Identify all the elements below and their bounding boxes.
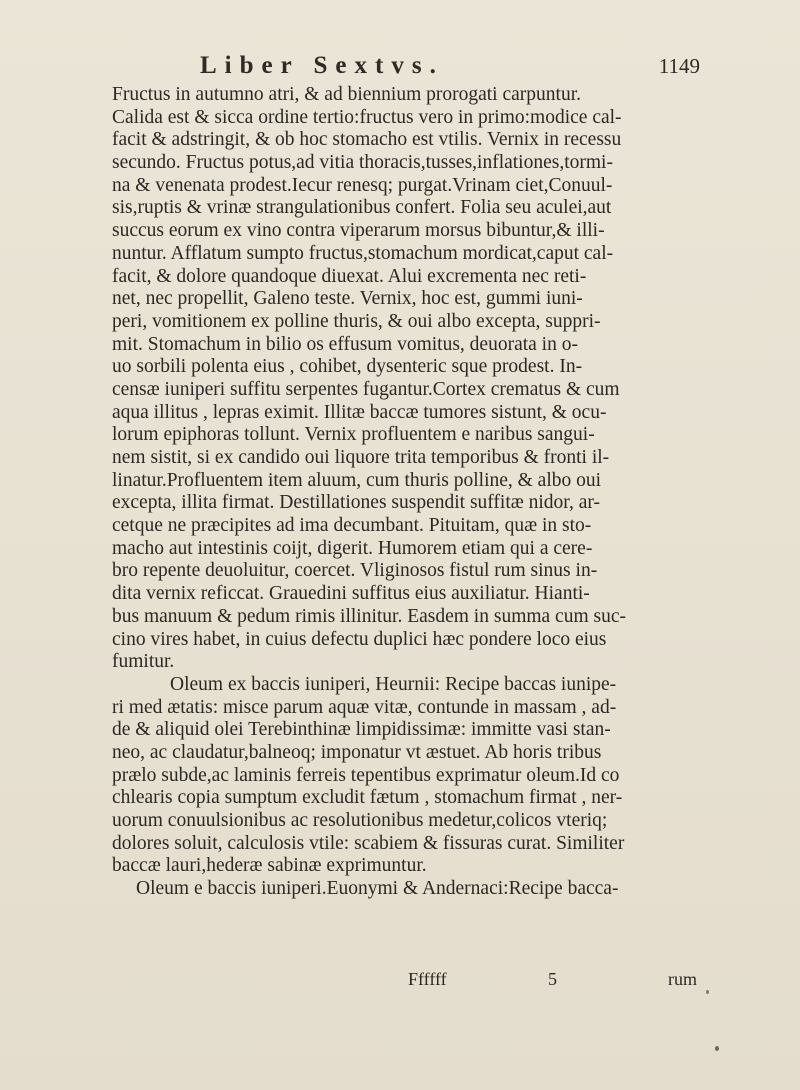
text-line: facit & adstringit, & ob hoc stomacho est vtilis. Vernix in recessu: [112, 129, 622, 151]
body-text: [112, 84, 717, 901]
text-line: censæ iuniperi suffitu serpentes fugantur.Cortex crematus & cum: [112, 378, 620, 400]
text-line: na & venenata prodest.Iecur renesq; purgat.Vrinam ciet,Conuul-: [112, 174, 613, 196]
signature-mark: Ffffff: [408, 969, 447, 989]
catchword: rum: [668, 969, 697, 989]
text-line: lorum epiphoras tollunt. Vernix profluentem e naribus sangui-: [112, 424, 595, 446]
text-line: bro repente deuoluitur, coercet. Vliginosos fistul rum sinus in-: [112, 560, 598, 582]
text-line: neo, ac claudatur,balneoq; imponatur vt æstuet. Ab horis tribus: [112, 741, 602, 763]
text-line: dolores soluit, calculosis vtile: scabiem & fissuras curat. Similiter: [112, 832, 625, 854]
text-line: uo sorbili polenta eius , cohibet, dysenteric sque prodest. In-: [112, 356, 583, 378]
text-line: cetque ne præcipites ad ima decumbant. Pituitam, quæ in sto-: [112, 515, 592, 537]
page-number: 1149: [658, 54, 700, 78]
text-line: facit, & dolore quandoque diuexat. Alui excrementa nec reti-: [112, 265, 587, 287]
text-line: excepta, illita firmat. Destillationes suspendit suffitæ nidor, ar-: [112, 492, 601, 514]
text-line: linatur.Profluentem item aluum, cum thuris polline, & albo oui: [112, 469, 602, 491]
text-line: Oleum ex baccis iuniperi, Heurnii: Recipe baccas iunipe-: [170, 673, 617, 695]
text-line: succus eorum ex vino contra viperarum morsus bibuntur,& illi-: [112, 220, 605, 242]
ink-spot: [706, 990, 709, 994]
text-line: net, nec propellit, Galeno teste. Vernix, hoc est, gummi iuni-: [112, 288, 583, 310]
page-header: [200, 52, 700, 82]
text-line: aqua illitus , lepras eximit. Illitæ baccæ tumores sistunt, & ocu-: [112, 401, 607, 423]
text-line: baccæ lauri,hederæ sabinæ exprimuntur.: [112, 855, 427, 877]
text-line: chlearis copia sumptum excludit fætum , stomachum firmat , ner-: [112, 787, 623, 809]
text-line: nuntur. Afflatum sumpto fructus,stomachum mordicat,caput cal-: [112, 242, 614, 264]
text-line: de & aliquid olei Terebinthinæ limpidissimæ: immitte vasi stan-: [112, 719, 611, 741]
text-line: macho aut intestinis coijt, digerit. Humorem etiam qui a cere-: [112, 537, 593, 559]
text-line: sis,ruptis & vrinæ strangulationibus confert. Folia seu aculei,aut: [112, 197, 612, 219]
text-line: Fructus in autumno atri, & ad biennium prorogati carpuntur.: [112, 84, 581, 105]
text-line: bus manuum & pedum rimis illinitur. Easdem in summa cum suc-: [112, 605, 626, 627]
running-title: Liber Sextvs.: [200, 52, 444, 79]
text-line: nem sistit, si ex candido oui liquore trita temporibus & fronti il-: [112, 447, 610, 468]
text-line: cino vires habet, in cuius defectu duplici hæc pondere loco eius: [112, 628, 607, 650]
text-line: mit. Stomachum in bilio os effusum vomitus, deuorata in o-: [112, 333, 578, 355]
ink-spot: [715, 1046, 719, 1051]
text-line: uorum conuulsionibus ac resolutionibus medetur,colicos vteriq;: [112, 810, 608, 831]
text-line: fumitur.: [112, 651, 175, 673]
text-line: Calida est & sicca ordine tertio:fructus vero in primo:modice cal-: [112, 106, 622, 128]
text-line: Oleum e baccis iuniperi.Euonymi & Andernaci:Recipe bacca-: [136, 878, 619, 900]
signature-number: 5: [548, 969, 557, 989]
text-line: peri, vomitionem ex polline thuris, & oui albo excepta, suppri-: [112, 310, 601, 332]
text-line: dita vernix reficcat. Grauedini suffitus eius auxiliatur. Hianti-: [112, 583, 590, 605]
text-line: secundo. Fructus potus,ad vitia thoracis,tusses,inflationes,tormi-: [112, 152, 613, 174]
text-line: prælo subde,ac laminis ferreis tepentibus exprimatur oleum.Id co: [112, 764, 620, 786]
text-line: ri med ætatis: misce parum aquæ vitæ, contunde in massam , ad-: [112, 696, 617, 718]
